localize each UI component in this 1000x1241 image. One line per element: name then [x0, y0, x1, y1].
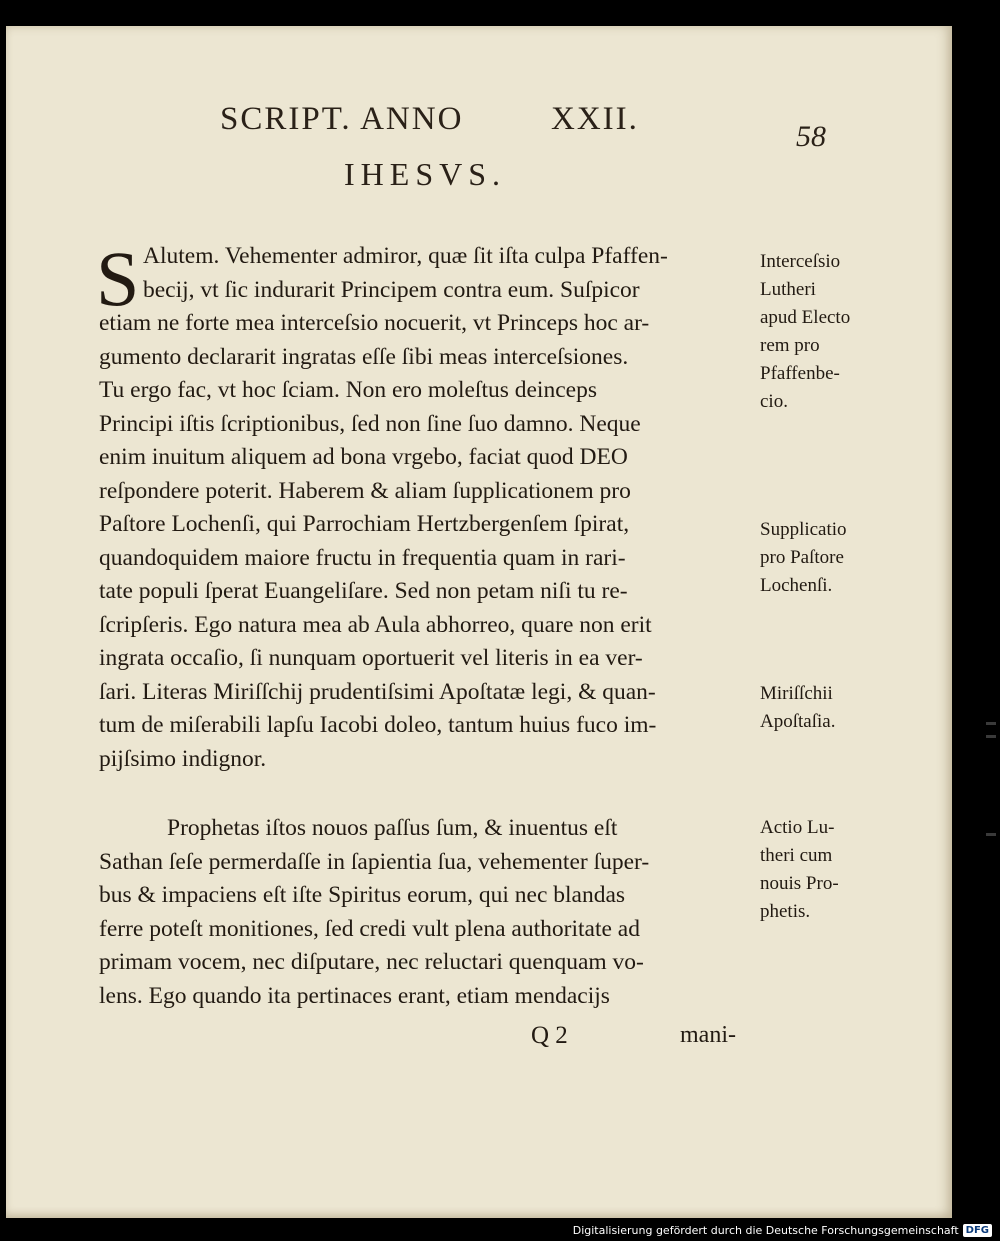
scan-tick-mark — [986, 833, 996, 836]
margin-note-line: Miriſſchii — [760, 683, 833, 704]
scan-tick-mark — [986, 722, 996, 725]
text-line: tum de miſerabili lapſu Iacobi doleo, tantum huius fuco im- — [99, 712, 657, 738]
margin-note-prophets — [760, 814, 880, 926]
scan-border — [952, 26, 1000, 1218]
margin-note-line: Apoſtaſia. — [760, 711, 836, 732]
text-line: Principi iſtis ſcriptionibus, ſed non ſine ſuo damno. Neque — [99, 410, 641, 437]
text-line: becij, vt ſic indurarit Principem contra eum. Suſpicor — [143, 276, 640, 303]
running-head-right: XXII. — [551, 101, 639, 137]
text-line: enim inuitum aliquem ad bona vrgebo, faciat quod DEO — [99, 444, 628, 470]
text-line: Sathan ſeſe permerdaſſe in ſapientia ſua, vehementer ſuper- — [99, 848, 650, 875]
text-line: quandoquidem maiore fructu in frequentia quam in rari- — [99, 544, 626, 571]
text-line: ſari. Literas Miriſſchij prudentiſsimi Apoſtatæ legi, & quan- — [99, 678, 656, 705]
margin-note-intercession — [760, 248, 880, 416]
text-line: ferre poteſt monitiones, ſed credi vult plena authoritate ad — [99, 915, 640, 942]
text-line: lens. Ego quando ita pertinaces erant, etiam mendacijs — [99, 982, 610, 1009]
page-number: 58 — [796, 120, 826, 153]
margin-note-line: theri cum — [760, 845, 833, 866]
text-line: Prophetas iſtos nouos paſſus ſum, & inuentus eſt — [167, 815, 618, 841]
text-line: pijſsimo indignor. — [99, 745, 267, 772]
margin-note-line: Interceſsio — [760, 251, 841, 272]
signature-mark: Q 2 — [531, 1022, 568, 1049]
page-title: IHESVS. — [344, 156, 507, 192]
margin-note-line: phetis. — [760, 901, 811, 922]
text-line: etiam ne forte mea interceſsio nocuerit, vt Princeps hoc ar- — [99, 310, 650, 336]
scan-tick-mark — [986, 735, 996, 738]
text-line: Tu ergo fac, vt hoc ſciam. Non ero moleſtus deinceps — [99, 377, 597, 403]
text-line: ingrata occaſio, ſi nunquam oportuerit vel literis in ea ver- — [99, 645, 643, 671]
margin-note-line: Lutheri — [760, 279, 816, 300]
text-line: Paſtore Lochenſi, qui Parrochiam Hertzbergenſem ſpirat, — [99, 511, 630, 537]
text-line: reſpondere poterit. Haberem & aliam ſupplicationem pro — [99, 477, 631, 504]
margin-note-apostasy — [760, 680, 880, 736]
text-line: gumento declararit ingratas eſſe ſibi meas interceſsiones. — [99, 343, 629, 370]
margin-note-line: Lochenſi. — [760, 575, 833, 596]
margin-note-line: Pfaffenbe- — [760, 363, 840, 384]
margin-note-line: Actio Lu- — [760, 817, 835, 838]
text-line: Alutem. Vehementer admiror, quæ ſit iſta culpa Pfaffen- — [143, 243, 668, 269]
margin-note-line: cio. — [760, 391, 788, 412]
footer-text: Digitalisierung gefördert durch die Deutsche Forschungsgemeinschaft — [572, 1224, 959, 1237]
margin-note-line: Supplicatio — [760, 519, 847, 540]
footer-credit — [573, 1224, 992, 1237]
margin-note-line: apud Electo — [760, 307, 851, 328]
margin-note-line: rem pro — [760, 335, 820, 356]
running-head-left: SCRIPT. ANNO — [220, 101, 464, 137]
paragraph-1 — [99, 240, 759, 776]
margin-note-line: nouis Pro- — [760, 873, 839, 894]
drop-cap: S — [96, 235, 140, 322]
text-line: primam vocem, nec diſputare, nec reluctari quenquam vo- — [99, 949, 644, 975]
margin-note-supplication — [760, 516, 880, 600]
margin-note-line: pro Paſtore — [760, 547, 844, 568]
text-line: bus & impaciens eſt iſte Spiritus eorum, qui nec blandas — [99, 882, 626, 908]
dfg-logo-icon: DFG — [963, 1224, 992, 1237]
text-line: tate populi ſperat Euangeliſare. Sed non petam niſi tu re- — [99, 578, 628, 604]
catchword: mani- — [680, 1022, 736, 1048]
text-line: ſcripſeris. Ego natura mea ab Aula abhorreo, quare non erit — [99, 611, 652, 638]
paragraph-2 — [99, 812, 759, 1013]
